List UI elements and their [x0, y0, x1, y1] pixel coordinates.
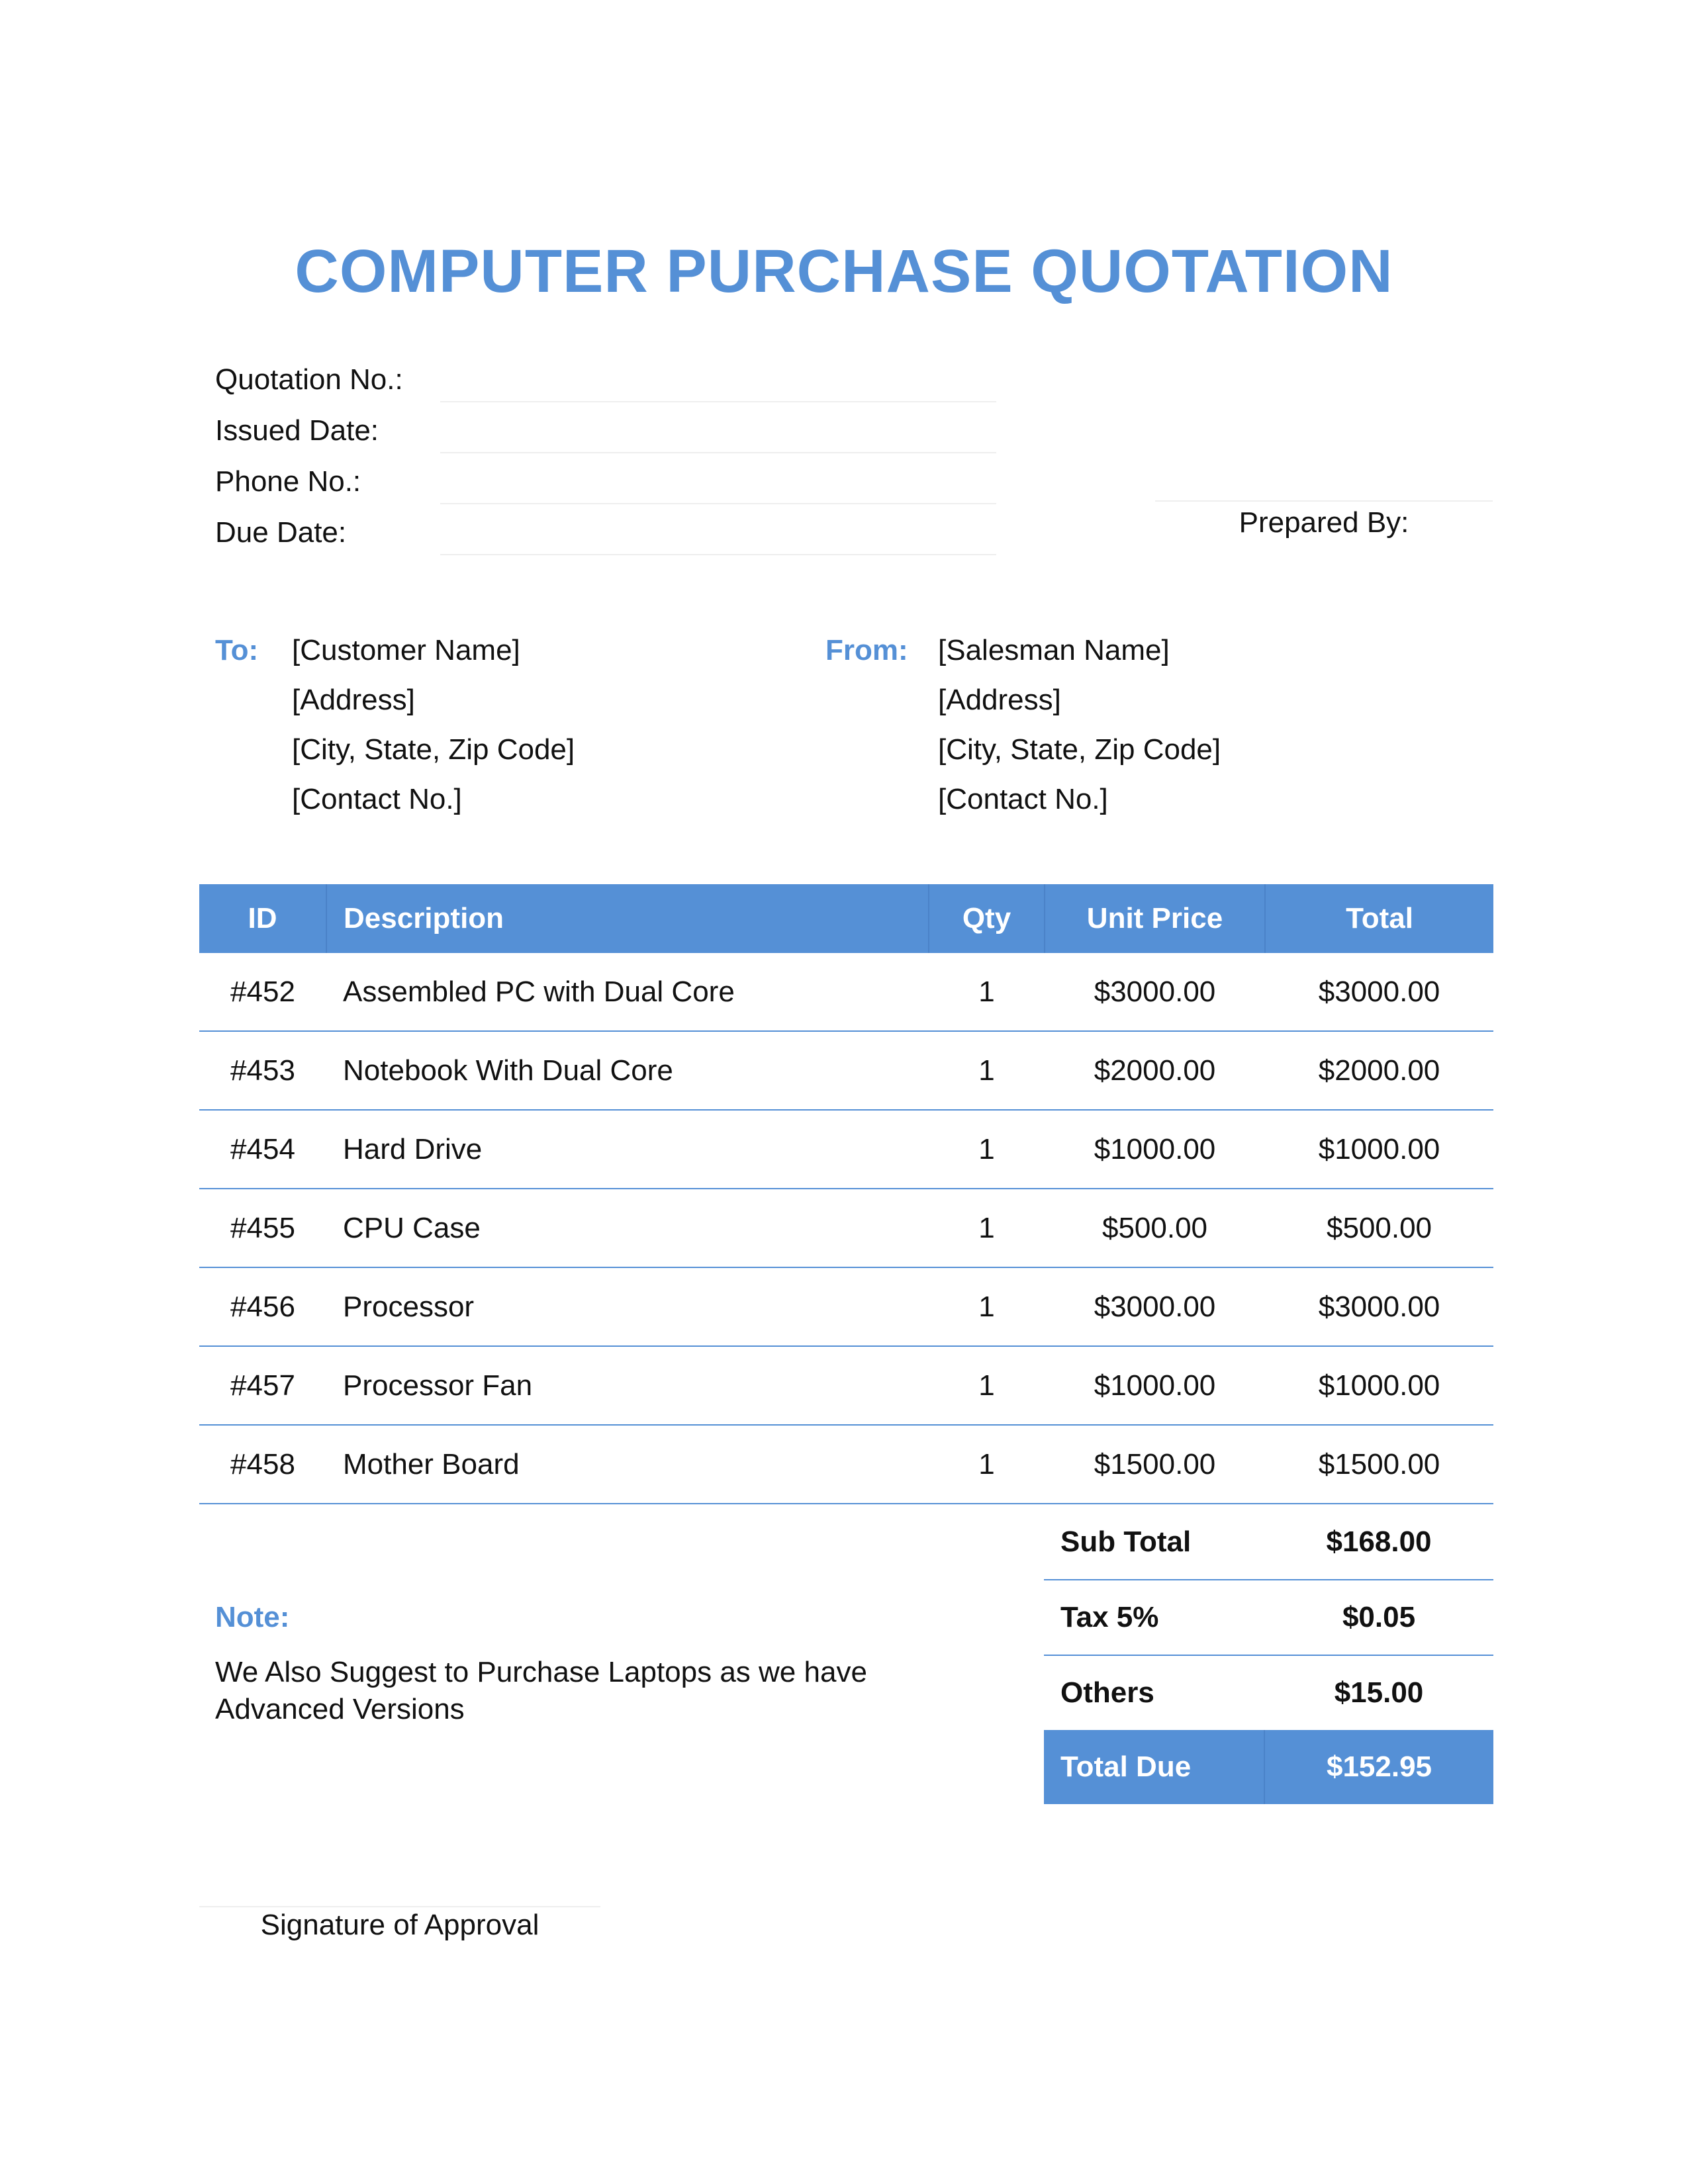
cell-id: #454 [199, 1110, 326, 1189]
from-label: From: [825, 634, 908, 666]
quotation-no-field[interactable] [440, 401, 996, 402]
cell-unit-price: $1000.00 [1045, 1346, 1265, 1425]
phone-no-field[interactable] [440, 503, 996, 504]
tax-row [1044, 1580, 1493, 1655]
others-label: Others [1060, 1676, 1154, 1709]
cell-total: $1500.00 [1265, 1425, 1493, 1504]
prepared-by-field[interactable] [1155, 500, 1493, 502]
cell-description: CPU Case [326, 1189, 929, 1267]
issued-date-field[interactable] [440, 452, 996, 453]
header-description: Description [326, 884, 929, 953]
cell-description: Processor Fan [326, 1346, 929, 1425]
cell-id: #452 [199, 953, 326, 1031]
subtotal-value: $168.00 [1264, 1505, 1493, 1580]
to-city-state-zip: [City, State, Zip Code] [292, 733, 575, 766]
signature-field[interactable] [199, 1906, 600, 1907]
due-date-label: Due Date: [215, 516, 347, 549]
header-total: Total [1265, 884, 1493, 953]
cell-unit-price: $2000.00 [1045, 1031, 1265, 1110]
header-id: ID [199, 884, 326, 953]
others-row [1044, 1655, 1493, 1730]
table-row [199, 1189, 1493, 1267]
due-date-row [215, 508, 1009, 558]
page-title: COMPUTER PURCHASE QUOTATION [295, 238, 1393, 305]
cell-unit-price: $1500.00 [1045, 1425, 1265, 1504]
cell-id: #456 [199, 1267, 326, 1346]
cell-description: Notebook With Dual Core [326, 1031, 929, 1110]
total-due-value: $152.95 [1264, 1730, 1493, 1804]
table-row [199, 1031, 1493, 1110]
from-salesman-name: [Salesman Name] [938, 634, 1170, 666]
issued-date-row [215, 406, 1009, 456]
quotation-no-row [215, 355, 1009, 405]
cell-total: $1000.00 [1265, 1110, 1493, 1189]
cell-description: Hard Drive [326, 1110, 929, 1189]
signature-label: Signature of Approval [260, 1909, 539, 1941]
cell-qty: 1 [929, 953, 1045, 1031]
cell-unit-price: $500.00 [1045, 1189, 1265, 1267]
from-city-state-zip: [City, State, Zip Code] [938, 733, 1221, 766]
cell-qty: 1 [929, 1346, 1045, 1425]
cell-qty: 1 [929, 1031, 1045, 1110]
totals-table [1044, 1505, 1493, 1804]
cell-qty: 1 [929, 1110, 1045, 1189]
cell-id: #457 [199, 1346, 326, 1425]
from-contact-no: [Contact No.] [938, 783, 1108, 815]
total-due-label: Total Due [1044, 1730, 1264, 1804]
cell-id: #455 [199, 1189, 326, 1267]
cell-unit-price: $1000.00 [1045, 1110, 1265, 1189]
tax-label: Tax 5% [1044, 1580, 1264, 1655]
cell-description: Mother Board [326, 1425, 929, 1504]
to-address: [Address] [292, 684, 415, 716]
cell-total: $3000.00 [1265, 953, 1493, 1031]
phone-no-row [215, 457, 1009, 507]
total-due-row [1044, 1730, 1493, 1804]
issued-date-label: Issued Date: [215, 414, 379, 447]
phone-no-label: Phone No.: [215, 465, 361, 498]
prepared-by-label: Prepared By: [1239, 506, 1409, 539]
cell-qty: 1 [929, 1425, 1045, 1504]
cell-qty: 1 [929, 1267, 1045, 1346]
note-text: We Also Suggest to Purchase Laptops as we have Advanced Versions [215, 1656, 867, 1725]
subtotal-row [1044, 1505, 1493, 1580]
cell-unit-price: $3000.00 [1045, 953, 1265, 1031]
table-row [199, 1110, 1493, 1189]
items-header-row [199, 884, 1493, 953]
from-address: [Address] [938, 684, 1061, 716]
quotation-no-label: Quotation No.: [215, 363, 403, 396]
to-customer-name: [Customer Name] [292, 634, 520, 666]
cell-description: Assembled PC with Dual Core [326, 953, 929, 1031]
header-unit-price: Unit Price [1045, 884, 1265, 953]
items-table [199, 884, 1493, 1504]
to-label: To: [215, 634, 259, 666]
table-row [199, 953, 1493, 1031]
cell-total: $500.00 [1265, 1189, 1493, 1267]
table-row [199, 1346, 1493, 1425]
header-qty: Qty [929, 884, 1045, 953]
tax-value: $0.05 [1264, 1580, 1493, 1655]
cell-id: #458 [199, 1425, 326, 1504]
cell-unit-price: $3000.00 [1045, 1267, 1265, 1346]
table-row [199, 1425, 1493, 1504]
note-label: Note: [215, 1601, 290, 1633]
cell-id: #453 [199, 1031, 326, 1110]
subtotal-label: Sub Total [1044, 1505, 1264, 1580]
cell-total: $2000.00 [1265, 1031, 1493, 1110]
table-row [199, 1267, 1493, 1346]
others-value: $15.00 [1334, 1676, 1424, 1709]
cell-qty: 1 [929, 1189, 1045, 1267]
cell-description: Processor [326, 1267, 929, 1346]
cell-total: $3000.00 [1265, 1267, 1493, 1346]
cell-total: $1000.00 [1265, 1346, 1493, 1425]
to-contact-no: [Contact No.] [292, 783, 462, 815]
due-date-field[interactable] [440, 554, 996, 555]
